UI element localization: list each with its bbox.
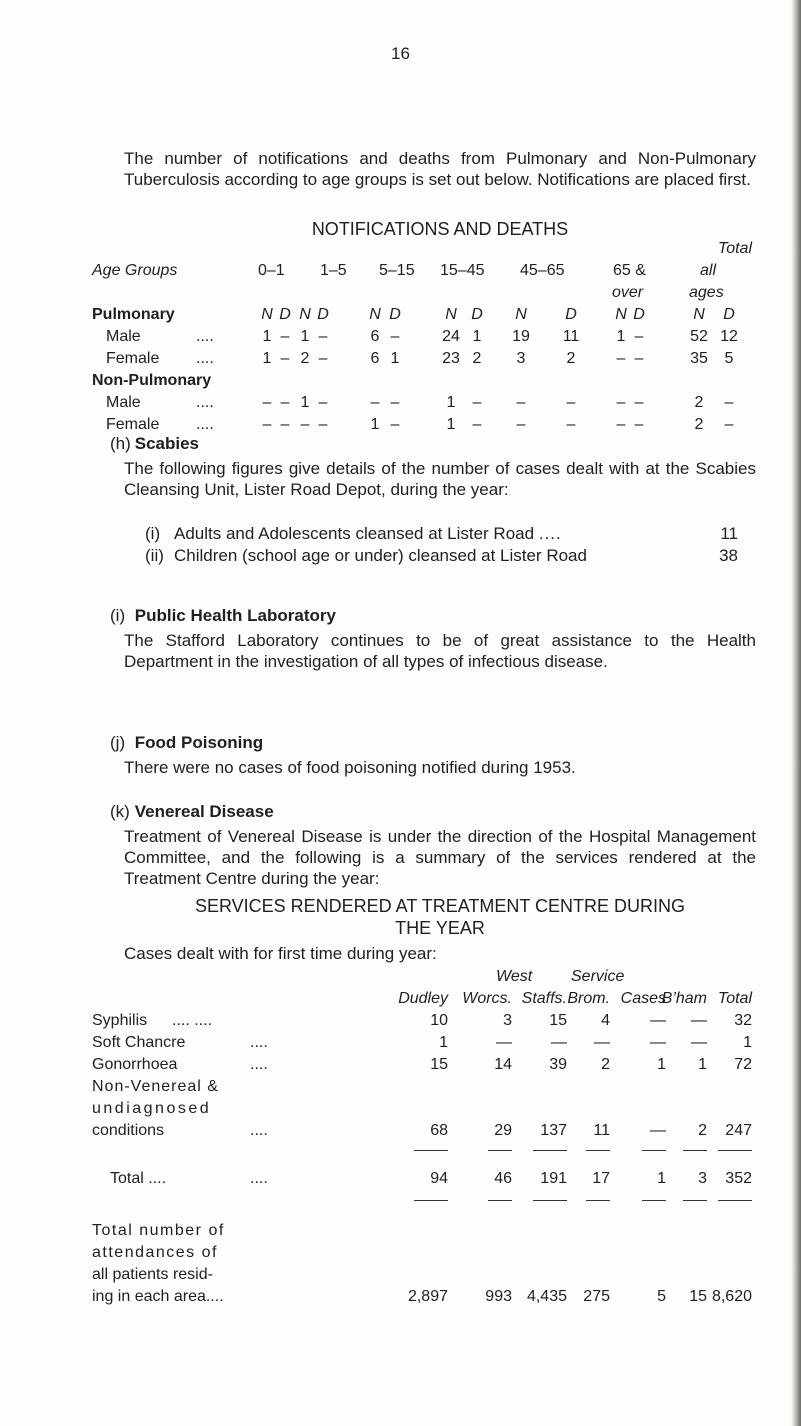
vd-rule-below-total [642, 1200, 666, 1201]
tb-col-65-over: over [612, 284, 644, 301]
tb-cell: 3 [516, 350, 526, 367]
vd-row-leader: .... [250, 1056, 268, 1073]
vd-cell: — [650, 1012, 666, 1029]
tb-cell: – [390, 416, 400, 433]
tb-cell: 6 [370, 350, 380, 367]
vd-attend-cell: 5 [657, 1288, 666, 1305]
vd-cell: 137 [540, 1122, 567, 1139]
tb-cell: 1 [262, 328, 272, 345]
tb-nd-header: D [389, 306, 401, 323]
scabies-text: The following figures give details of the number of cases dealt with at the Scabies Cleansing Unit, Lister Road Depot, during the year: [124, 459, 756, 499]
vd-cell: 15 [430, 1056, 448, 1073]
tb-table-title: NOTIFICATIONS AND DEATHS [311, 219, 569, 239]
vd-attend-label-line: attendances of [92, 1244, 218, 1261]
vd-cell: 15 [549, 1012, 567, 1029]
tb-nd-header: N [615, 306, 627, 323]
tb-nd-header: N [515, 306, 527, 323]
vd-row-leader: .... .... [172, 1012, 213, 1029]
vd-rule-below-total [683, 1200, 707, 1201]
tb-cell: 2 [694, 416, 704, 433]
scabies-item-2-num: (ii) [145, 546, 164, 565]
vd-rule-above-total [533, 1150, 567, 1151]
tb-cell: – [280, 416, 290, 433]
tb-cell: – [566, 394, 576, 411]
tb-cell: – [280, 394, 290, 411]
vd-cell: 4 [601, 1012, 610, 1029]
vd-rule-above-total [718, 1150, 752, 1151]
tb-cell: 2 [472, 350, 482, 367]
tb-row-label: Male [106, 394, 141, 411]
vd-rule-above-total [488, 1150, 512, 1151]
tb-cell: – [616, 350, 626, 367]
vd-cell: 1 [743, 1034, 752, 1051]
vd-cell: 32 [734, 1012, 752, 1029]
tb-nd-header: D [279, 306, 291, 323]
vd-title-line-1: SERVICES RENDERED AT TREATMENT CENTRE DURING [194, 896, 686, 916]
tb-cell: – [472, 394, 482, 411]
vd-attend-cell: 275 [583, 1288, 610, 1305]
tb-cell: – [318, 350, 328, 367]
vd-text: Treatment of Venereal Disease is under the direction of the Hospital Management Committee, and the following is a summary of the services rendered at the Treatment Centre during the year: [124, 827, 756, 888]
vd-row-leader: .... [250, 1034, 268, 1051]
vd-cell: — [650, 1034, 666, 1051]
tb-cell: 11 [562, 328, 580, 345]
vd-col-header: Cases [620, 990, 666, 1007]
tb-cell: 5 [724, 350, 734, 367]
tb-cell: 52 [690, 328, 708, 345]
vd-title-line-2: THE YEAR [395, 918, 485, 938]
vd-row-label-line: conditions [92, 1122, 165, 1139]
tb-cell: – [318, 416, 328, 433]
tb-cell: 1 [446, 394, 456, 411]
tb-cell: – [280, 350, 290, 367]
vd-row-label-line: undiagnosed [92, 1100, 212, 1117]
vd-total-cell: 17 [592, 1170, 610, 1187]
vd-cell: — [496, 1034, 512, 1051]
vd-row-label: Soft Chancre [92, 1034, 186, 1051]
page-number: 16 [391, 44, 410, 63]
tb-cell: – [566, 416, 576, 433]
vd-cell: — [691, 1012, 707, 1029]
vd-total-cell: 191 [540, 1170, 567, 1187]
tb-row-leader: .... [196, 350, 214, 367]
tb-cell: 2 [300, 350, 310, 367]
tb-row-leader: .... [196, 416, 214, 433]
vd-col-header: Worcs. [462, 990, 512, 1007]
vd-cell: 10 [430, 1012, 448, 1029]
tb-cell: – [318, 394, 328, 411]
vd-rule-below-total [488, 1200, 512, 1201]
tb-cell: – [724, 416, 734, 433]
vd-attend-cell: 4,435 [526, 1288, 567, 1305]
tb-cell: – [370, 394, 380, 411]
scabies-item-1-value: 11 [720, 524, 738, 543]
vd-rule-above-total [642, 1150, 666, 1151]
tb-cell: 24 [442, 328, 460, 345]
tb-nd-header: D [723, 306, 735, 323]
vd-cell: 11 [593, 1122, 610, 1139]
vd-row-label-line: Non-Venereal & [92, 1078, 219, 1095]
vd-cell: 68 [430, 1122, 448, 1139]
tb-cell: 1 [446, 416, 456, 433]
tb-nd-header: D [317, 306, 329, 323]
tb-cell: 2 [694, 394, 704, 411]
tb-cell: 1 [370, 416, 380, 433]
lab-text: The Stafford Laboratory continues to be of great assistance to the Health Department in the investigation of all types of infectious disease. [124, 631, 756, 671]
vd-total-cell: 352 [725, 1170, 752, 1187]
vd-rule-below-total [718, 1200, 752, 1201]
vd-attend-cell: 2,897 [407, 1288, 448, 1305]
tb-cell: – [616, 394, 626, 411]
tb-cell: – [634, 394, 644, 411]
tb-nd-header: N [693, 306, 705, 323]
tb-cell: 19 [512, 328, 530, 345]
tb-cell: – [390, 328, 400, 345]
tb-cell: 1 [300, 394, 310, 411]
vd-col-header: B’ham [661, 990, 707, 1007]
tb-cell: 23 [442, 350, 460, 367]
vd-cell: 72 [734, 1056, 752, 1073]
vd-total-label: Total .... [110, 1170, 167, 1187]
vd-col-header: Brom. [567, 990, 610, 1007]
vd-attend-label-line: Total number of [92, 1222, 225, 1239]
tb-cell: 1 [616, 328, 626, 345]
vd-heading: (k) Venereal Disease [110, 802, 274, 821]
vd-service-label: Service [571, 968, 625, 985]
vd-cell: 247 [725, 1122, 752, 1139]
page-edge-shadow [791, 0, 801, 1426]
vd-rule-above-total [683, 1150, 707, 1151]
vd-row-label: Gonorrhoea [92, 1056, 178, 1073]
vd-rule-below-total [586, 1200, 610, 1201]
food-heading: (j) Food Poisoning [110, 733, 264, 752]
tb-cell: – [390, 394, 400, 411]
vd-cell: — [691, 1034, 707, 1051]
tb-cell: 2 [566, 350, 576, 367]
vd-rule-below-total [533, 1200, 567, 1201]
tb-row-label: Female [106, 350, 160, 367]
tb-cell: – [616, 416, 626, 433]
vd-cell: 2 [698, 1122, 707, 1139]
vd-west-label: West [496, 968, 533, 985]
tb-cell: – [472, 416, 482, 433]
tb-cell: 1 [390, 350, 400, 367]
food-text: There were no cases of food poisoning notified during 1953. [124, 758, 576, 777]
tb-cell: – [280, 328, 290, 345]
tb-col-5-15: 5–15 [379, 262, 415, 279]
tb-total-head-2: all [700, 262, 717, 279]
lab-heading: (i) Public Health Laboratory [110, 606, 336, 625]
tb-cell: 1 [472, 328, 482, 345]
vd-cell: — [594, 1034, 610, 1051]
tb-nd-header: D [471, 306, 483, 323]
tb-non-pulmonary-label: Non-Pulmonary [92, 372, 212, 389]
vd-row-leader: .... [250, 1122, 268, 1139]
vd-cell: — [650, 1122, 666, 1139]
tb-cell: 12 [720, 328, 738, 345]
tb-cell: – [262, 416, 272, 433]
tb-nd-header: N [261, 306, 273, 323]
tb-age-groups-label: Age Groups [92, 262, 178, 279]
vd-attend-cell: 993 [485, 1288, 512, 1305]
tb-cell: 1 [300, 328, 310, 345]
vd-rule-below-total [414, 1200, 448, 1201]
vd-col-header: Dudley [398, 990, 448, 1007]
tb-row-leader: .... [196, 328, 214, 345]
tb-cell: – [516, 394, 526, 411]
intro-paragraph: The number of notifications and deaths from Pulmonary and Non-Pulmonary Tuberculosis according to age groups is set out below. Notifications are placed first. [124, 149, 756, 189]
vd-col-header: Staffs. [521, 990, 567, 1007]
vd-cell: 1 [657, 1056, 666, 1073]
vd-attend-label-line: all patients resid- [92, 1266, 213, 1283]
vd-attend-label-line: ing in each area.... [92, 1288, 224, 1305]
tb-total-head-3: ages [689, 284, 724, 301]
tb-cell: – [634, 416, 644, 433]
tb-col-1-5: 1–5 [320, 262, 347, 279]
scabies-heading: (h) Scabies [110, 434, 199, 453]
tb-cell: 6 [370, 328, 380, 345]
vd-cell: 2 [601, 1056, 610, 1073]
vd-total-cell: 46 [494, 1170, 512, 1187]
scabies-item-2-value: 38 [719, 546, 738, 565]
tb-nd-header: D [565, 306, 577, 323]
vd-cell: — [551, 1034, 567, 1051]
vd-rule-above-total [586, 1150, 610, 1151]
vd-cell: 1 [439, 1034, 448, 1051]
tb-nd-header: N [445, 306, 457, 323]
vd-cell: 3 [503, 1012, 512, 1029]
tb-cell: 1 [262, 350, 272, 367]
tb-cell: – [516, 416, 526, 433]
vd-total-leader: .... [250, 1170, 268, 1187]
tb-row-label: Male [106, 328, 141, 345]
tb-col-45-65: 45–65 [520, 262, 565, 279]
vd-row-label: Syphilis [92, 1012, 148, 1029]
tb-pulmonary-label: Pulmonary [92, 306, 175, 323]
tb-cell: – [634, 328, 644, 345]
vd-total-cell: 1 [657, 1170, 666, 1187]
tb-cell: – [724, 394, 734, 411]
tb-cell: – [262, 394, 272, 411]
tb-cell: 35 [690, 350, 708, 367]
tb-nd-header: D [633, 306, 645, 323]
tb-cell: – [300, 416, 310, 433]
tb-col-15-45: 15–45 [440, 262, 485, 279]
tb-nd-header: N [369, 306, 381, 323]
vd-cell: 1 [698, 1056, 707, 1073]
vd-total-cell: 94 [430, 1170, 448, 1187]
vd-attend-cell: 15 [689, 1288, 707, 1305]
tb-row-label: Female [106, 416, 160, 433]
tb-row-leader: .... [196, 394, 214, 411]
tb-nd-header: N [299, 306, 311, 323]
vd-rule-above-total [414, 1150, 448, 1151]
vd-cell: 14 [494, 1056, 512, 1073]
tb-col-0-1: 0–1 [258, 262, 285, 279]
vd-total-cell: 3 [698, 1170, 707, 1187]
tb-col-65: 65 & [613, 262, 646, 279]
tb-cell: – [318, 328, 328, 345]
scabies-item-1-text: Adults and Adolescents cleansed at Lister Road .... [174, 524, 562, 543]
vd-attend-cell: 8,620 [711, 1288, 752, 1305]
vd-col-header: Total [717, 990, 752, 1007]
tb-cell: – [634, 350, 644, 367]
vd-cell: 39 [549, 1056, 567, 1073]
vd-cell: 29 [494, 1122, 512, 1139]
vd-cases-line: Cases dealt with for first time during year: [124, 944, 437, 963]
scabies-item-1-num: (i) [145, 524, 161, 543]
scabies-item-2-text: Children (school age or under) cleansed at Lister Road [174, 546, 587, 565]
